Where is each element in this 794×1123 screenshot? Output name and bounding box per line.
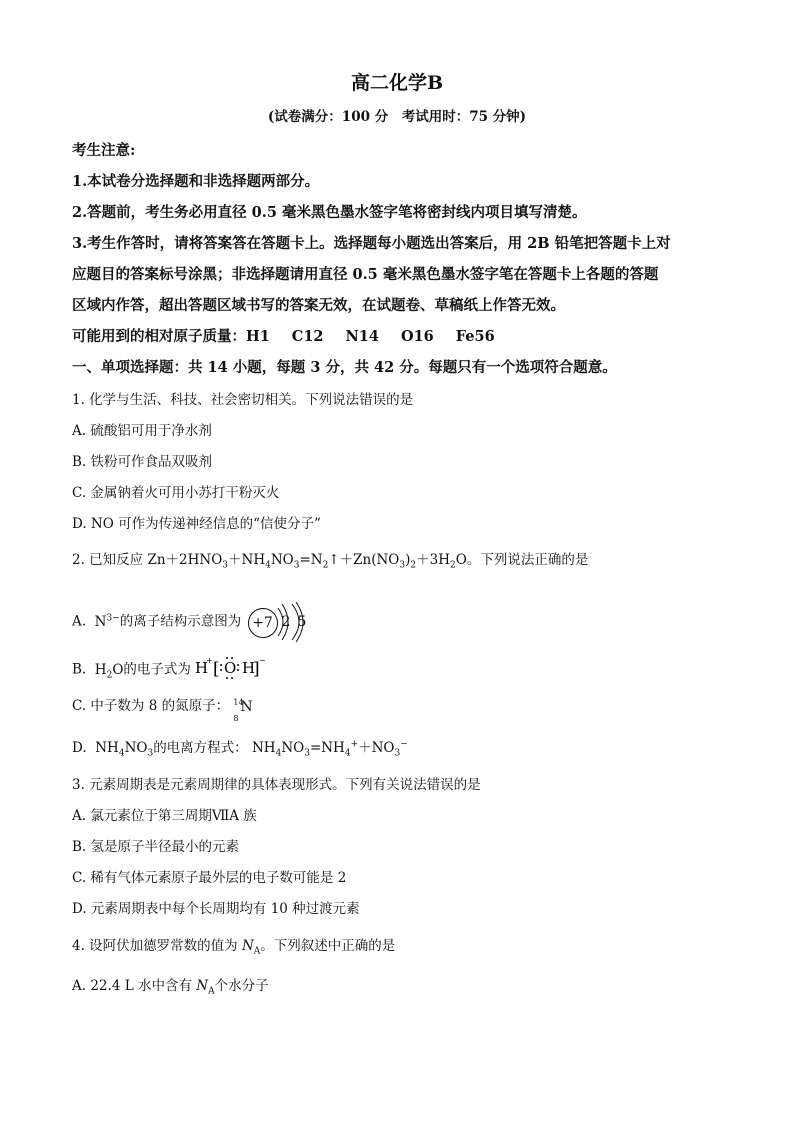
nucleus-charge: +7 bbox=[248, 608, 278, 638]
atomic-mass-o: O16 bbox=[400, 328, 434, 345]
q3-option-b: B. 氢是原子半径最小的元素 bbox=[72, 839, 240, 855]
q2-stem-prefix: 2. 已知反应 bbox=[72, 552, 144, 568]
q2-equation: $Zn+2HNO_3+NH_4NO_3=N_2↑+Zn(NO_3)_2+3H_2O$ bbox=[147, 552, 467, 571]
q1-option-c: C. 金属钠着火可用小苏打干粉灭火 bbox=[72, 485, 280, 501]
q2-option-b bbox=[72, 654, 267, 686]
nuclide-mass-number: 14 bbox=[233, 697, 244, 707]
q4-option-a-suffix: 个水分子 bbox=[214, 978, 269, 994]
q4-stem-suffix: 。下列叙述中正确的是 bbox=[260, 938, 396, 954]
notice-item-1: 1.本试卷分选择题和非选择题两部分。 bbox=[72, 173, 320, 190]
q4-option-a-amount: 22.4 L bbox=[90, 978, 134, 994]
q1-stem: 1. 化学与生活、科技、社会密切相关。下列说法错误的是 bbox=[72, 392, 414, 408]
lewis-structure-svg bbox=[195, 654, 267, 680]
q2-option-a-ion: $N^{3-}$ bbox=[90, 613, 120, 630]
q2-option-d-prefix: D. bbox=[72, 740, 87, 756]
q2-option-d-text: 的电离方程式： bbox=[153, 740, 248, 756]
svg-text:[: [ bbox=[213, 659, 220, 679]
q2-option-c bbox=[72, 696, 253, 723]
q4-stem: 4. 设阿伏加德罗常数的值为 $N_A$。下列叙述中正确的是 bbox=[72, 938, 396, 957]
q3-option-c: C. 稀有气体元素原子最外层的电子数可能是 2 bbox=[72, 870, 347, 886]
q4-option-a-text: 水中含有 bbox=[137, 978, 192, 994]
ionization-equation: $NH_4NO_3=NH_4^++NO_3^-$ bbox=[251, 739, 408, 759]
q1-option-a: A. 硫酸铝可用于净水剂 bbox=[72, 423, 212, 439]
q3-option-a: A. 氯元素位于第三周期ⅦA 族 bbox=[72, 808, 257, 824]
q2-option-b-text: 的电子式为 bbox=[123, 661, 191, 678]
svg-text:−: − bbox=[259, 656, 266, 665]
q4-option-a-prefix: A. bbox=[72, 978, 87, 994]
atomic-mass-c: C12 bbox=[291, 328, 324, 345]
avogadro-symbol-a: N bbox=[196, 978, 209, 994]
q2-option-d bbox=[72, 738, 408, 758]
notice-item-3: 3.考生作答时，请将答案答在答题卡上。选择题每小题选出答案后，用 2B 铅笔把答题卡上对 bbox=[72, 235, 671, 252]
q2-option-a bbox=[72, 602, 318, 642]
q4-stem-prefix: 4. 设阿伏加德罗常数的值为 bbox=[72, 938, 238, 954]
q2-option-d-salt: $NH_4NO_3$ bbox=[90, 740, 154, 759]
atomic-mass-n: N14 bbox=[345, 328, 379, 345]
svg-text:H: H bbox=[242, 659, 256, 677]
svg-text:]: ] bbox=[253, 659, 260, 679]
q3-option-d: D. 元素周期表中每个长周期均有 10 种过渡元素 bbox=[72, 901, 360, 917]
notice-item-3-cont-1: 应题目的答案标号涂黑；非选择题请用直径 0.5 毫米黑色墨水签字笔在答题卡上各题的答题 bbox=[72, 266, 659, 283]
q3-stem: 3. 元素周期表是元素周期律的具体表现形式。下列有关说法错误的是 bbox=[72, 777, 481, 793]
atomic-mass-fe: Fe56 bbox=[455, 328, 495, 345]
q2-option-b-molecule: $H_2O$ bbox=[90, 661, 124, 681]
atomic-mass-line bbox=[72, 327, 495, 347]
svg-text:H: H bbox=[195, 659, 209, 677]
svg-text:O: O bbox=[224, 659, 237, 677]
q2-option-b-prefix: B. bbox=[72, 661, 87, 678]
page-subtitle: (试卷满分：100 分 考试用时：75 分钟) bbox=[267, 109, 527, 125]
shell-1-electrons: 2 bbox=[281, 614, 291, 630]
atomic-mass-label: 可能用到的相对原子质量： bbox=[72, 328, 246, 345]
nuclide-proton-number: 8 bbox=[233, 713, 239, 723]
shell-2-electrons: 5 bbox=[297, 614, 307, 630]
lewis-structure bbox=[195, 654, 267, 686]
q4-option-a: A. 22.4 L 水中含有 $N_A$个水分子 bbox=[72, 978, 269, 997]
q1-option-b: B. 铁粉可作食品双吸剂 bbox=[72, 454, 213, 470]
atomic-mass-h: H1 bbox=[246, 328, 270, 345]
q2-stem bbox=[72, 550, 588, 570]
ion-structure-diagram bbox=[248, 602, 318, 642]
avogadro-symbol: N bbox=[241, 938, 254, 954]
section-heading: 一、单项选择题：共 14 小题，每题 3 分，共 42 分。每题只有一个选项符合题意。 bbox=[72, 359, 617, 376]
notice-item-3-cont-2: 区域内作答，超出答题区域书写的答案无效，在试题卷、草稿纸上作答无效。 bbox=[72, 297, 565, 314]
q2-option-a-prefix: A. bbox=[72, 613, 87, 630]
q1-option-d: D. NO 可作为传递神经信息的“信使分子” bbox=[72, 516, 321, 532]
nuclide-symbol: N bbox=[240, 698, 253, 715]
page-title: 高二化学B bbox=[350, 72, 444, 94]
q2-option-a-text: 的离子结构示意图为 bbox=[119, 613, 242, 630]
svg-text:+: + bbox=[206, 656, 213, 665]
notice-item-2: 2.答题前，考生务必用直径 0.5 毫米黑色墨水签字笔将密封线内项目填写清楚。 bbox=[72, 204, 587, 221]
q2-stem-suffix: 。下列说法正确的是 bbox=[466, 552, 589, 568]
q2-option-c-text: C. 中子数为 8 的氮原子： bbox=[72, 698, 230, 714]
notice-heading: 考生注意: bbox=[72, 142, 136, 159]
nitrogen-nuclide bbox=[233, 697, 253, 723]
